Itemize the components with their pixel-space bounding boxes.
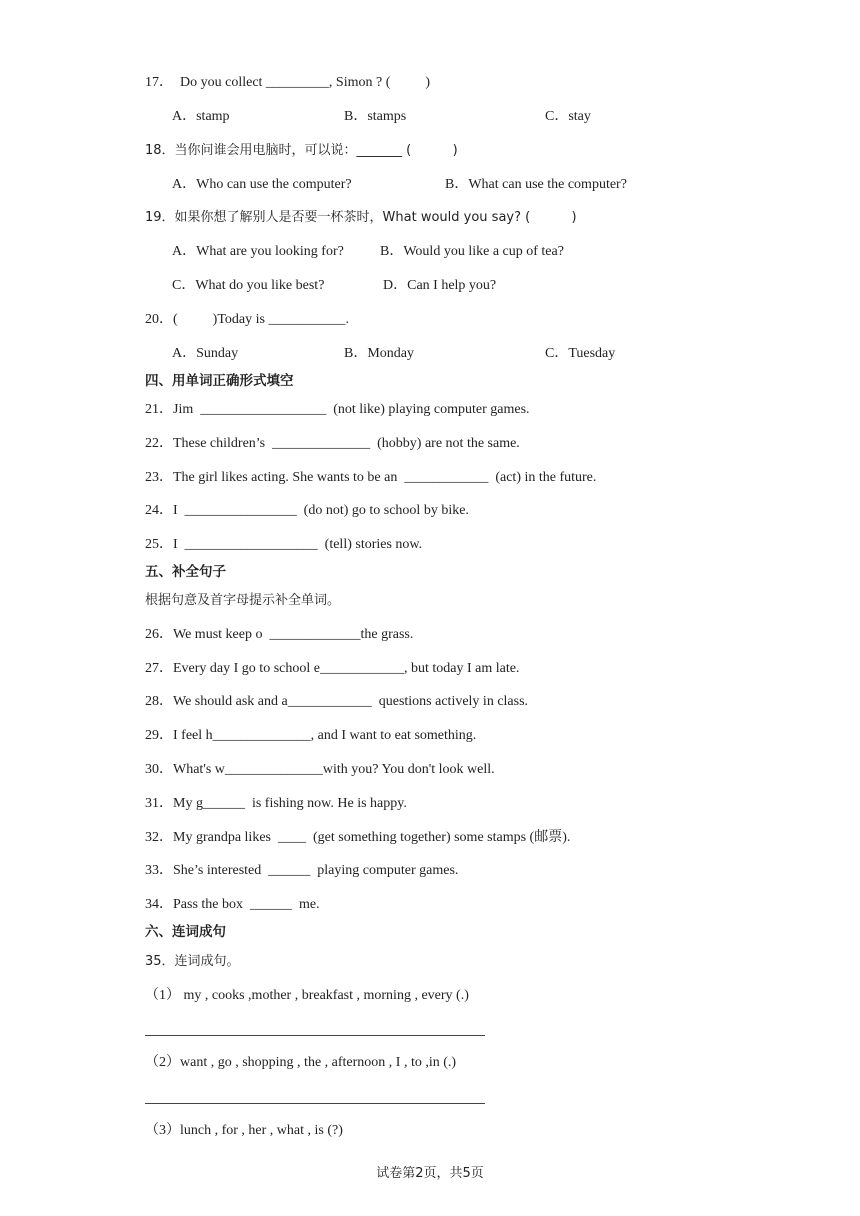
question-18: 18．当你问谁会用电脑时，可以说：_______ ( ): [145, 143, 458, 158]
question-35-part-3: （3）lunch , for , her , what , is (?): [145, 1123, 343, 1138]
question-22: 22．These children’s ______________ (hobby) are not the same.: [145, 436, 520, 451]
q17-option-a: A．stamp: [172, 109, 230, 124]
question-23: 23．The girl likes acting. She wants to be an ____________ (act) in the future.: [145, 470, 597, 485]
question-21: 21．Jim __________________ (not like) playing computer games.: [145, 402, 530, 417]
section-5-instruction: 根据句意及首字母提示补全单词。: [145, 593, 341, 608]
q19-option-d: D．Can I help you?: [383, 278, 497, 293]
question-27: 27．Every day I go to school e____________, but today I am late.: [145, 661, 520, 676]
question-26: 26．We must keep o _____________the grass.: [145, 627, 414, 642]
question-20: 20．( )Today is ___________.: [145, 312, 349, 327]
question-35-part-2: （2）want , go , shopping , the , afternoon , I , to ,in (.): [145, 1055, 457, 1070]
question-35-part-1: （1） my , cooks ,mother , breakfast , morning , every (.): [145, 988, 469, 1003]
question-28: 28．We should ask and a____________ questions actively in class.: [145, 694, 529, 709]
q20-option-a: A．Sunday: [172, 346, 239, 361]
question-19: 19．如果你想了解别人是否要一杯茶时，What would you say? ( ): [145, 210, 577, 225]
question-25: 25．I ___________________ (tell) stories now.: [145, 537, 423, 552]
q18-option-b: B．What can use the computer?: [445, 177, 627, 192]
question-33: 33．She’s interested ______ playing computer games.: [145, 863, 459, 878]
page-footer: 试卷第2页，共5页: [376, 1166, 484, 1181]
q19-option-a: A．What are you looking for?: [172, 244, 344, 259]
q20-option-b: B．Monday: [344, 346, 414, 361]
q19-option-c: C．What do you like best?: [172, 278, 325, 293]
q18-option-a: A．Who can use the computer?: [172, 177, 352, 192]
question-29: 29．I feel h______________, and I want to eat something.: [145, 728, 477, 743]
question-17: 17． Do you collect _________, Simon ? ( ): [145, 75, 431, 90]
section-6-heading: 六、连词成句: [145, 924, 226, 940]
answer-line-1[interactable]: [145, 1035, 485, 1036]
section-5-heading: 五、补全句子: [145, 564, 226, 580]
question-30: 30．What's w______________with you? You don't look well.: [145, 762, 495, 777]
question-32: 32．My grandpa likes ____ (get something together) some stamps (邮票).: [145, 830, 571, 845]
q17-option-b: B．stamps: [344, 109, 407, 124]
q20-option-c: C．Tuesday: [545, 346, 616, 361]
q17-option-c: C．stay: [545, 109, 591, 124]
question-34: 34．Pass the box ______ me.: [145, 897, 320, 912]
answer-line-2[interactable]: [145, 1103, 485, 1104]
question-31: 31．My g______ is fishing now. He is happy.: [145, 796, 407, 811]
q19-option-b: B．Would you like a cup of tea?: [380, 244, 564, 259]
section-4-heading: 四、用单词正确形式填空: [145, 373, 294, 389]
question-35: 35．连词成句。: [145, 954, 240, 969]
question-24: 24．I ________________ (do not) go to school by bike.: [145, 503, 469, 518]
